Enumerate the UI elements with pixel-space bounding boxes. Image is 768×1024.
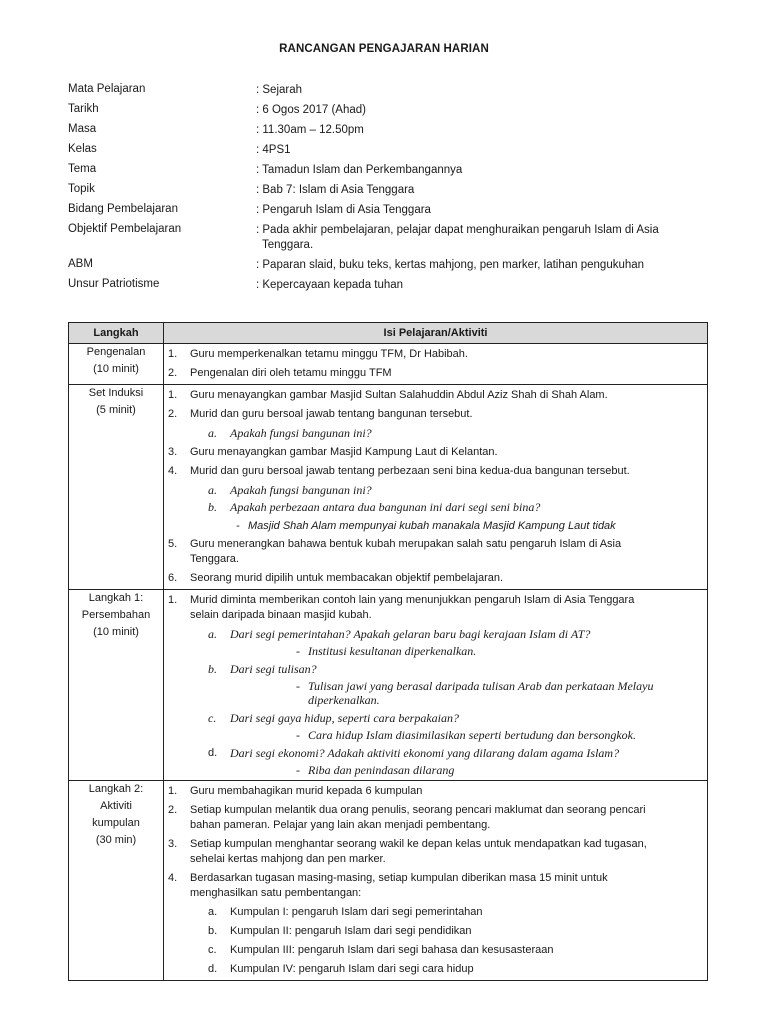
- sub-text: Dari segi pemerintahan? Apakah gelaran baru bagi kerajaan Islam di AT?: [230, 627, 591, 641]
- item-text-line: menghasilkan satu pembentangan:: [190, 887, 362, 899]
- dash-item: [236, 519, 701, 533]
- sub-text: Dari segi tulisan?: [230, 662, 317, 676]
- item-number: 4.: [168, 872, 178, 884]
- step-label: Pengenalan: [86, 346, 146, 358]
- header-step: Langkah: [69, 323, 164, 344]
- lesson-plan-table: [68, 322, 708, 981]
- document-title: RANCANGAN PENGAJARAN HARIAN: [279, 43, 489, 55]
- meta-row-patriotism: [68, 278, 708, 298]
- meta-row-subject: [68, 83, 708, 103]
- meta-key: Unsur Patriotisme: [68, 278, 160, 290]
- list-item: [168, 445, 701, 460]
- sub-letter: b.: [208, 925, 218, 937]
- step-duration: (5 minit): [96, 404, 136, 416]
- sub-item: [208, 711, 701, 726]
- meta-row-learning-area: [68, 203, 708, 223]
- step-duration: (30 min): [95, 834, 137, 846]
- dash-text: Cara hidup Islam diasimilasikan seperti bertudung dan bersongkok.: [308, 728, 636, 742]
- step-label: kumpulan: [92, 817, 140, 829]
- sub-letter: b.: [208, 500, 217, 514]
- sub-item: [208, 943, 701, 958]
- dash-marker: -: [296, 679, 300, 693]
- item-text: Guru memperkenalkan tetamu minggu TFM, Dr Habibah.: [190, 348, 468, 360]
- dash-item: [296, 728, 701, 742]
- content-cell: [164, 590, 708, 781]
- item-text-line: sehelai kertas mahjong dan pen marker.: [190, 853, 386, 865]
- dash-marker: -: [296, 644, 300, 658]
- table-header-row: [69, 323, 708, 344]
- header-content: Isi Pelajaran/Aktiviti: [164, 323, 708, 344]
- meta-row-materials: [68, 258, 708, 278]
- step-cell: [69, 344, 164, 385]
- table-row-pengenalan: [69, 344, 708, 385]
- sub-letter: c.: [208, 944, 217, 956]
- meta-key: ABM: [68, 258, 93, 270]
- step-duration: (10 minit): [93, 626, 139, 638]
- sub-text: Kumpulan IV: pengaruh Islam dari segi cara hidup: [230, 963, 474, 975]
- item-text: [190, 871, 608, 901]
- step-cell: [69, 781, 164, 981]
- step-duration: (10 minit): [93, 363, 139, 375]
- item-text: Murid dan guru bersoal jawab tentang bangunan tersebut.: [190, 408, 473, 420]
- list-item: [168, 571, 701, 586]
- item-number: 3.: [168, 838, 178, 850]
- dash-text: Masjid Shah Alam mempunyai kubah manakala Masjid Kampung Laut tidak: [248, 520, 616, 532]
- sub-letter: a.: [208, 627, 217, 641]
- sub-text: Dari segi gaya hidup, seperti cara berpakaian?: [230, 711, 459, 725]
- list-item: [168, 837, 701, 867]
- meta-value: : Sejarah: [256, 84, 303, 96]
- meta-value-line: Tenggara.: [262, 239, 314, 251]
- sub-text: Dari segi ekonomi? Adakah aktiviti ekonomi yang dilarang dalam agama Islam?: [230, 746, 620, 760]
- meta-value: : 4PS1: [256, 144, 291, 156]
- meta-value: : Paparan slaid, buku teks, kertas mahjong, pen marker, latihan pengukuhan: [256, 259, 645, 271]
- sub-item: [208, 962, 701, 977]
- dash-item: [296, 679, 701, 707]
- item-text-line: Setiap kumpulan melantik dua orang penulis, seorang pencari maklumat dan seorang pencari: [190, 804, 646, 816]
- meta-value: : Tamadun Islam dan Perkembangannya: [256, 164, 463, 176]
- list-item: [168, 347, 701, 362]
- list-item: [168, 464, 701, 479]
- meta-key: Tema: [68, 163, 97, 175]
- item-text-line: selain daripada binaan masjid kubah.: [190, 609, 372, 621]
- meta-key: Kelas: [68, 143, 97, 155]
- meta-key: Objektif Pembelajaran: [68, 223, 182, 235]
- sub-text: Apakah perbezaan antara dua bangunan ini dari segi seni bina?: [230, 500, 541, 514]
- meta-key: Masa: [68, 123, 97, 135]
- item-number: 1.: [168, 594, 178, 606]
- sub-item: [208, 483, 701, 498]
- sub-text: Apakah fungsi bangunan ini?: [230, 426, 372, 440]
- meta-row-class: [68, 143, 708, 163]
- meta-key: Tarikh: [68, 103, 99, 115]
- list-item: [168, 593, 701, 623]
- dash-text-line: Tulisan jawi yang berasal daripada tulisan Arab dan perkataan Melayu: [308, 679, 654, 693]
- dash-marker: -: [296, 763, 300, 777]
- dash-item: [296, 763, 701, 777]
- list-item: [168, 871, 701, 901]
- step-cell: [69, 590, 164, 781]
- meta-key: Bidang Pembelajaran: [68, 203, 178, 215]
- meta-value: : Pengaruh Islam di Asia Tenggara: [256, 204, 431, 216]
- step-label: Langkah 2:: [88, 783, 144, 795]
- item-number: 4.: [168, 465, 178, 477]
- step-label: Persembahan: [81, 609, 151, 621]
- dash-text: [308, 679, 653, 707]
- meta-row-theme: [68, 163, 708, 183]
- item-number: 5.: [168, 538, 178, 550]
- meta-value: : Kepercayaan kepada tuhan: [256, 279, 404, 291]
- sub-text: Kumpulan III: pengaruh Islam dari segi bahasa dan kesusasteraan: [230, 944, 554, 956]
- item-text: Guru menayangkan gambar Masjid Kampung Laut di Kelantan.: [190, 446, 498, 458]
- dash-text-line: diperkenalkan.: [308, 693, 380, 707]
- meta-value: : 11.30am – 12.50pm: [256, 124, 364, 136]
- item-text: Guru membahagikan murid kepada 6 kumpulan: [190, 785, 423, 797]
- list-item: [168, 388, 701, 403]
- table-row-langkah-1: [69, 590, 708, 781]
- sub-text: Kumpulan II: pengaruh Islam dari segi pendidikan: [230, 925, 472, 937]
- content-cell: [164, 385, 708, 590]
- item-text: [190, 803, 646, 833]
- item-text: Seorang murid dipilih untuk membacakan objektif pembelajaran.: [190, 572, 504, 584]
- item-number: 1.: [168, 348, 178, 360]
- item-number: 2.: [168, 367, 178, 379]
- item-text-line: Tenggara.: [190, 553, 239, 565]
- item-number: 2.: [168, 408, 178, 420]
- item-text-line: Setiap kumpulan menghantar seorang wakil ke depan kelas untuk mendapatkan kad tugasan,: [190, 838, 647, 850]
- step-label: Set Induksi: [88, 387, 144, 399]
- item-text-line: Guru menerangkan bahawa bentuk kubah merupakan salah satu pengaruh Islam di Asia: [190, 538, 622, 550]
- table-row-langkah-2: [69, 781, 708, 981]
- sub-item: [208, 627, 701, 642]
- sub-item: [208, 924, 701, 939]
- item-text: [190, 537, 621, 567]
- meta-row-time: [68, 123, 708, 143]
- item-text: [190, 837, 647, 867]
- item-number: 3.: [168, 446, 178, 458]
- item-text: Murid dan guru bersoal jawab tentang perbezaan seni bina kedua-dua bangunan tersebut.: [190, 465, 630, 477]
- dash-item: [296, 644, 701, 658]
- item-text: Guru menayangkan gambar Masjid Sultan Salahuddin Abdul Aziz Shah di Shah Alam.: [190, 389, 608, 401]
- content-cell: [164, 344, 708, 385]
- item-number: 6.: [168, 572, 178, 584]
- table-row-set-induksi: [69, 385, 708, 590]
- sub-letter: a.: [208, 426, 217, 440]
- list-item: [168, 803, 701, 833]
- dash-marker: -: [296, 728, 300, 742]
- sub-item: [208, 500, 701, 515]
- list-item: [168, 366, 701, 381]
- sub-item: [208, 746, 701, 761]
- sub-letter: b.: [208, 662, 217, 676]
- sub-text: Kumpulan I: pengaruh Islam dari segi pemerintahan: [230, 906, 483, 918]
- list-item: [168, 784, 701, 799]
- step-label: Langkah 1:: [88, 592, 144, 604]
- item-number: 2.: [168, 804, 178, 816]
- sub-letter: d.: [208, 963, 218, 975]
- sub-letter: a.: [208, 483, 217, 497]
- list-item: [168, 407, 701, 422]
- sub-letter: c.: [208, 711, 217, 725]
- meta-value-line: : Pada akhir pembelajaran, pelajar dapat menghuraikan pengaruh Islam di Asia: [256, 224, 659, 236]
- item-text-line: Murid diminta memberikan contoh lain yang menunjukkan pengaruh Islam di Asia Tenggara: [190, 594, 635, 606]
- meta-value: : Bab 7: Islam di Asia Tenggara: [256, 184, 415, 196]
- item-number: 1.: [168, 785, 178, 797]
- dash-text: Institusi kesultanan diperkenalkan.: [308, 644, 477, 658]
- item-text: [190, 593, 634, 623]
- item-text-line: bahan pameran. Pelajar yang lain akan menjadi pembentang.: [190, 819, 491, 831]
- meta-key: Mata Pelajaran: [68, 83, 146, 95]
- lesson-meta: [68, 83, 708, 298]
- meta-key: Topik: [68, 183, 95, 195]
- content-cell: [164, 781, 708, 981]
- dash-marker: -: [236, 520, 240, 532]
- meta-row-date: [68, 103, 708, 123]
- sub-item: [208, 426, 701, 441]
- sub-text: Apakah fungsi bangunan ini?: [230, 483, 372, 497]
- item-text-line: Berdasarkan tugasan masing-masing, setiap kumpulan diberikan masa 15 minit untuk: [190, 872, 608, 884]
- step-cell: [69, 385, 164, 590]
- item-text: Pengenalan diri oleh tetamu minggu TFM: [190, 367, 392, 379]
- list-item: [168, 537, 701, 567]
- sub-item: [208, 905, 701, 920]
- dash-text: Riba dan penindasan dilarang: [308, 763, 455, 777]
- item-number: 1.: [168, 389, 178, 401]
- meta-row-objective: [68, 223, 708, 258]
- meta-value: [256, 223, 708, 258]
- sub-letter: d.: [208, 747, 218, 759]
- sub-item: [208, 662, 701, 677]
- sub-letter: a.: [208, 906, 218, 918]
- step-label: Aktiviti: [100, 800, 132, 812]
- meta-row-topic: [68, 183, 708, 203]
- meta-value: : 6 Ogos 2017 (Ahad): [256, 104, 366, 116]
